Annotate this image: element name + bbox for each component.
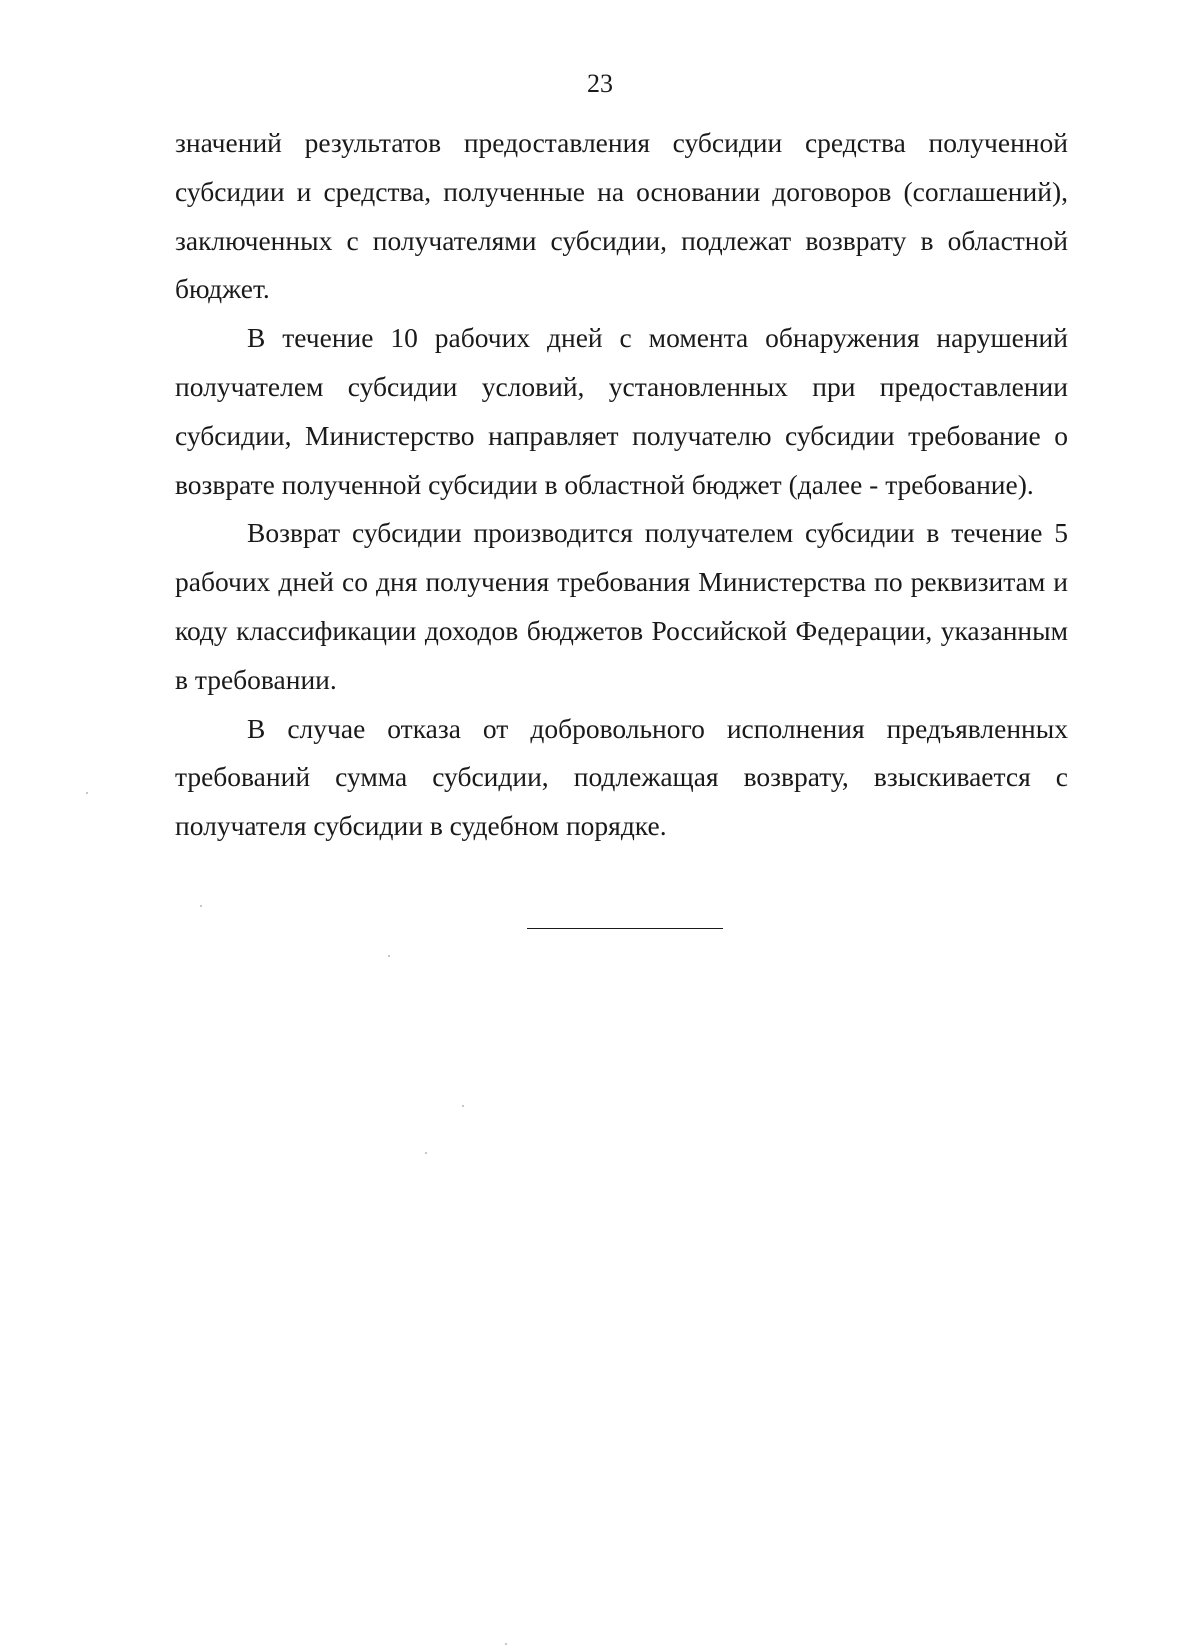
paragraph-refund xyxy=(175,509,1068,704)
paragraph-court-recovery xyxy=(175,705,1068,851)
text-line: получателя субсидии в судебном порядке. xyxy=(175,810,667,842)
text-line: Возврат субсидии производится получателем субсидии в течение 5 xyxy=(247,517,1068,549)
scan-speck xyxy=(388,955,390,957)
paragraph-continuation xyxy=(175,119,1068,314)
page-number: 23 xyxy=(587,69,613,98)
scan-speck xyxy=(505,1643,507,1645)
text-line: субсидии и средства, полученные на основании договоров (соглашений), xyxy=(175,175,1068,207)
scan-speck xyxy=(462,1105,464,1107)
text-line: заключенных с получателями субсидии, подлежат возврату в областной xyxy=(175,224,1068,256)
text-line: В течение 10 рабочих дней с момента обнаружения нарушений xyxy=(247,322,1068,354)
text-line: требований сумма субсидии, подлежащая возврату, взыскивается с xyxy=(175,761,1068,793)
scan-speck xyxy=(86,792,88,794)
text-line: бюджет. xyxy=(175,273,270,305)
paragraph-notification xyxy=(175,314,1068,509)
scan-speck xyxy=(200,905,202,907)
text-line: указанным в требовании. xyxy=(175,614,1069,695)
text-line: субсидии, Министерство направляет получателю субсидии требование о xyxy=(175,419,1068,451)
scan-speck xyxy=(425,1152,427,1154)
text-line: рабочих дней со дня получения требования Министерства по реквизитам и xyxy=(175,566,1068,598)
text-line: возврате полученной субсидии в областной бюджет (далее - требование). xyxy=(175,468,1034,500)
text-line: В случае отказа от добровольного исполнения предъявленных xyxy=(247,712,1068,744)
document-body xyxy=(175,119,1068,851)
text-line: коду классификации доходов бюджетов Российской Федерации, xyxy=(175,614,933,646)
text-line: получателем субсидии условий, установленных при предоставлении xyxy=(175,370,1068,402)
end-of-text-rule xyxy=(527,928,723,929)
text-line: значений результатов предоставления субсидии средства полученной xyxy=(175,127,1068,158)
